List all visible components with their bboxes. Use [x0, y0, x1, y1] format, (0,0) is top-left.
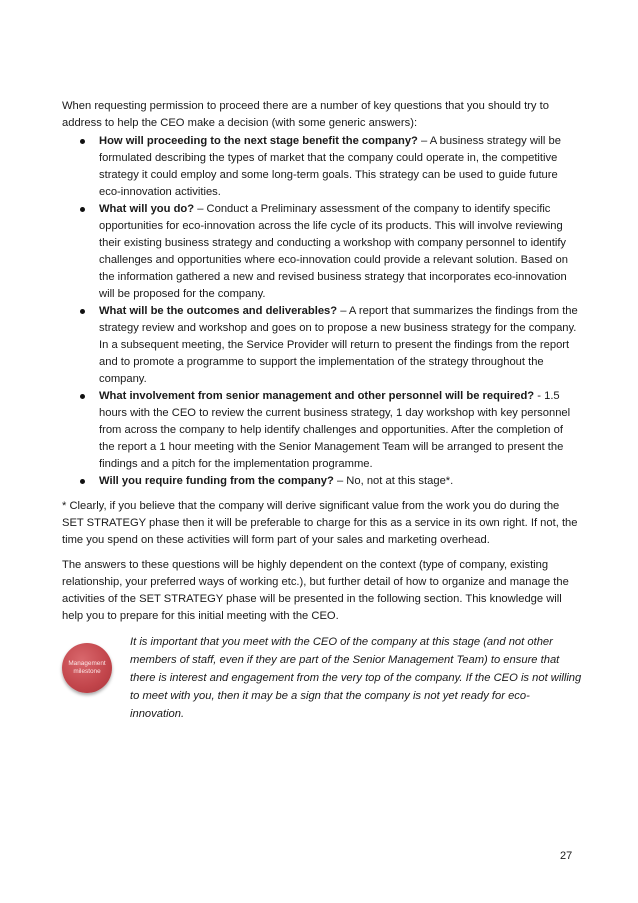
- list-item: [99, 201, 580, 303]
- badge-label: Management milestone: [68, 660, 106, 675]
- questions-list: [62, 133, 580, 490]
- bullet-icon: [80, 207, 85, 212]
- answer-text: – Conduct a Preliminary assessment of the company to identify specific opportunities for eco-innovation across the life cycle of its products. This will involve reviewing their existing business strategy and conducting a workshop with company personnel to identify challenges and opportunities where eco-innovation could provide a relevant solution. Based on the information gathered a new and revised business strategy that incorporates eco-innovation will be proposed for the company.: [99, 203, 568, 300]
- bullet-icon: [80, 139, 85, 144]
- answer-text: – A report that summarizes the findings from the strategy review and workshop and goes on to propose a new business strategy for the company. In a subsequent meeting, the Service Provider will return to present the findings from the report and to promote a programme to support the implementation of the strategy throughout the company.: [99, 305, 578, 385]
- footnote-paragraph: * Clearly, if you believe that the company will derive significant value from the work you do during the SET STRATEGY phase then it will be preferable to charge for this as a service in its own right. If not, the time you spend on these activities will form part of your sales and marketing overhead.: [62, 500, 578, 546]
- question-text: What involvement from senior management and other personnel will be required?: [99, 390, 535, 402]
- answer-text: – A business strategy will be formulated describing the types of market that the company could operate in, the competitive strategy it could employ and some long-term goals. This strategy can be used to guide future eco-innovation activities.: [99, 135, 561, 198]
- question-text: What will you do?: [99, 203, 195, 215]
- bullet-icon: [80, 309, 85, 314]
- milestone-callout: [62, 633, 582, 720]
- bullet-icon: [80, 479, 85, 484]
- page-number: 27: [560, 850, 573, 862]
- list-item: [99, 133, 580, 201]
- answer-text: - 1.5 hours with the CEO to review the current business strategy, 1 day workshop with key personnel from across the company to help identify challenges and opportunities. After the completion of the report a 1 hour meeting with the Senior Management Team will be arranged to present the findings and a pitch for the implementation programme.: [99, 390, 571, 470]
- question-text: What will be the outcomes and deliverables?: [99, 305, 338, 317]
- answer-text: – No, not at this stage*.: [333, 475, 454, 487]
- question-text: Will you require funding from the company?: [99, 475, 334, 487]
- management-milestone-badge-icon: [62, 643, 112, 693]
- list-item: [99, 473, 580, 490]
- list-item: [99, 303, 580, 388]
- bullet-icon: [80, 394, 85, 399]
- list-item: [99, 388, 580, 473]
- intro-paragraph: When requesting permission to proceed there are a number of key questions that you should try to address to help the CEO make a decision (with some generic answers):: [62, 100, 549, 129]
- document-page: [62, 98, 582, 720]
- question-text: How will proceeding to the next stage benefit the company?: [99, 135, 418, 147]
- answers-paragraph: The answers to these questions will be highly dependent on the context (type of company, existing relationship, your preferred ways of working etc.), but further detail of how to organize and manage the activities of the SET STRATEGY phase will be presented in the following section. This knowledge will help you to prepare for this initial meeting with the CEO.: [62, 559, 569, 622]
- milestone-note: It is important that you meet with the CEO of the company at this stage (and not other members of staff, even if they are part of the Senior Management Team) to ensure that there is interest and engagement from the very top of the company. If the CEO is not willing to meet with you, then it may be a sign that the company is not yet ready for eco-innovation.: [130, 636, 582, 720]
